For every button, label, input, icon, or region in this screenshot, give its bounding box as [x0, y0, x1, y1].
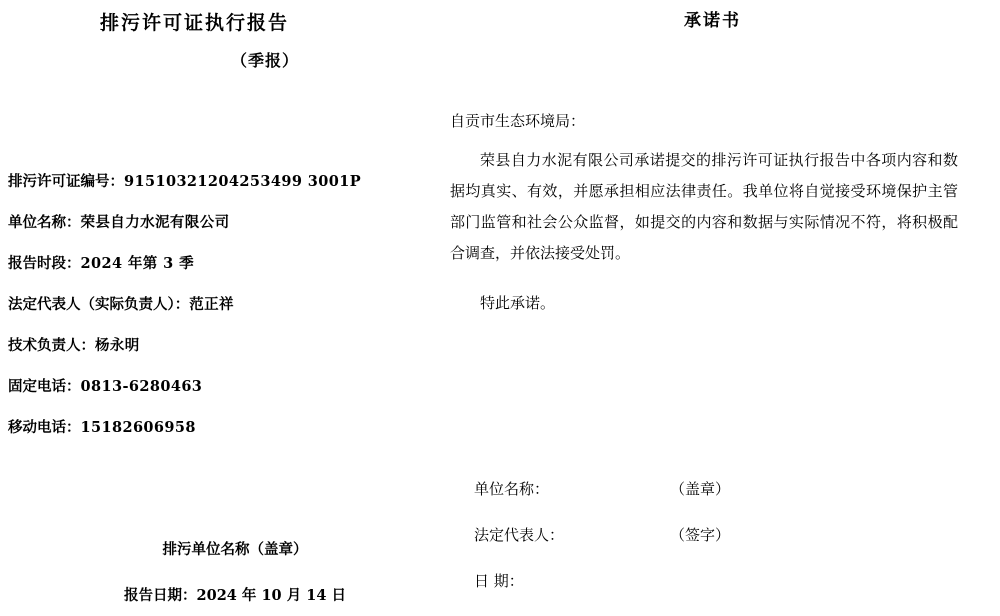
- report-title: 排污许可证执行报告: [100, 12, 290, 34]
- signature-row-company: [474, 478, 974, 524]
- field-legal-representative-label: 法定代表人（实际负责人）：: [8, 296, 190, 313]
- signature-legal-representative-label: 法定代表人：: [474, 526, 565, 544]
- signature-date-label: 日 期：: [474, 572, 524, 590]
- signature-legal-representative-note: （签字）: [670, 526, 731, 544]
- signature-row-date: [474, 570, 974, 616]
- field-landline-value: 0813-6280463: [80, 378, 203, 395]
- field-permit-number: [8, 172, 448, 192]
- field-mobile-value: 15182606958: [80, 419, 196, 436]
- discharger-seal-line: 排污单位名称（盖章）: [162, 541, 308, 558]
- field-permit-number-value: 91510321204253499 3001P: [124, 173, 362, 190]
- field-company-name-value: 荣县自力水泥有限公司: [80, 214, 230, 231]
- field-report-period: [8, 254, 448, 274]
- field-technical-lead-value: 杨永明: [95, 337, 140, 354]
- commitment-body: 荣县自力水泥有限公司承诺提交的排污许可证执行报告中各项内容和数据均真实、有效，并愿承担相应法律责任。我单位将自觉接受环境保护主管部门监管和社会公众监督，如提交的内容和数据与实际情况不符，将积极配合调查，并依法接受处罚。: [450, 151, 958, 262]
- field-mobile-label: 移动电话：: [8, 419, 81, 436]
- field-landline-label: 固定电话：: [8, 378, 81, 395]
- signature-block: [474, 478, 974, 616]
- field-mobile: [8, 418, 448, 438]
- field-legal-representative-value: 范正祥: [189, 296, 234, 313]
- signature-company-label: 单位名称：: [474, 480, 550, 498]
- field-report-period-label: 报告时段：: [8, 255, 81, 272]
- cover-field-list: [8, 172, 448, 459]
- report-subtitle: （季报）: [230, 51, 299, 70]
- commitment-closing: 特此承诺。: [480, 294, 556, 312]
- signature-company-note: （盖章）: [670, 480, 731, 498]
- field-company-name-label: 单位名称：: [8, 214, 81, 231]
- signature-row-legal-representative: [474, 524, 974, 570]
- field-company-name: [8, 213, 448, 233]
- field-report-period-value: 2024 年第 3 季: [80, 255, 194, 272]
- field-landline: [8, 377, 448, 397]
- field-permit-number-label: 排污许可证编号：: [8, 173, 124, 190]
- field-legal-representative: [8, 295, 448, 315]
- commitment-title: 承诺书: [684, 11, 741, 31]
- commitment-addressee: 自贡市生态环境局：: [450, 112, 586, 130]
- report-date-line: 报告日期：2024 年 10 月 14 日: [124, 587, 346, 604]
- cover-page-column: [0, 0, 470, 615]
- field-technical-lead: [8, 336, 448, 356]
- field-technical-lead-label: 技术负责人：: [8, 337, 95, 354]
- commitment-letter-column: [450, 0, 1000, 615]
